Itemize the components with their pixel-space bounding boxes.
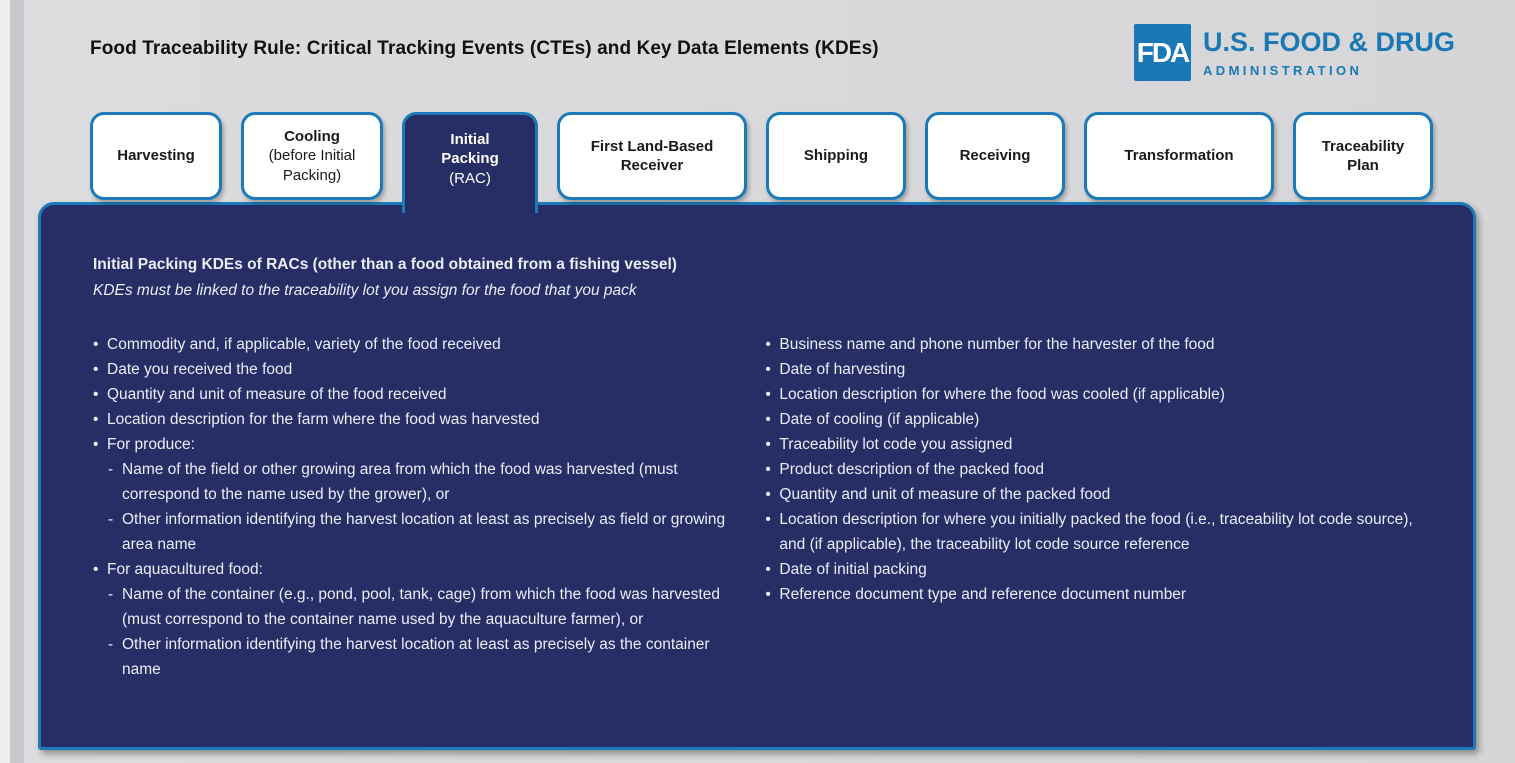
tab-label-line: Initial [450, 130, 490, 148]
kde-list-right [765, 332, 1435, 682]
kde-item-text: Commodity and, if applicable, variety of the food received [107, 336, 501, 353]
tab-label-line: (RAC) [449, 169, 491, 187]
bullet-icon: • [93, 436, 99, 453]
tab-cooling[interactable] [241, 112, 383, 200]
tab-label-line: Packing) [282, 166, 342, 184]
tab-label-line: Receiving [959, 147, 1031, 165]
tab-first-land-based-receiver[interactable] [557, 112, 747, 200]
bullet-icon: • [765, 486, 771, 503]
kde-item-text: Date of harvesting [779, 361, 906, 378]
dash-icon: - [108, 636, 114, 653]
tab-row [90, 112, 1433, 213]
tab-label-line: Receiver [620, 157, 684, 174]
kde-panel [38, 202, 1476, 750]
tab-transformation[interactable] [1084, 112, 1274, 200]
kde-subitem [108, 507, 733, 557]
fda-logo-icon: FDA [1134, 24, 1191, 81]
kde-item-text: Location description for the farm where the food was harvested [107, 411, 540, 428]
bullet-icon: • [765, 336, 771, 353]
panel-subheading: KDEs must be linked to the traceability lot you assign for the food that you pack [93, 282, 637, 299]
kde-item [93, 332, 733, 357]
kde-item-text: For aquacultured food: [107, 561, 263, 578]
kde-subitem [108, 457, 733, 507]
kde-subitem [108, 632, 733, 682]
kde-item-text: Date of initial packing [779, 561, 927, 578]
kde-item [765, 432, 1435, 457]
tab-label-line: Shipping [803, 147, 869, 165]
kde-subitem-text: Other information identifying the harvest location at least as precisely as the container name [122, 636, 710, 678]
kde-subitem-text: Name of the container (e.g., pond, pool, tank, cage) from which the food was harvested (must correspond to the container name used by the aquaculture farmer), or [122, 586, 720, 628]
tab-harvesting[interactable] [90, 112, 222, 200]
fda-logo-line2: ADMINISTRATION [1203, 63, 1363, 78]
tab-label-line: First Land-Based [590, 137, 714, 155]
bullet-icon: • [765, 586, 771, 603]
kde-item [765, 557, 1435, 582]
kde-item [765, 357, 1435, 382]
bullet-icon: • [765, 386, 771, 403]
kde-item [93, 407, 733, 432]
kde-subitem-text: Other information identifying the harvest location at least as precisely as field or growing area name [122, 511, 726, 553]
kde-item [765, 507, 1435, 557]
kde-list-left [93, 332, 733, 682]
kde-item [93, 557, 733, 582]
fda-logo-line1: U.S. FOOD & DRUG [1203, 27, 1456, 57]
kde-item [765, 482, 1435, 507]
kde-item [765, 407, 1435, 432]
kde-item-text: Date you received the food [107, 361, 293, 378]
kde-item-text: Business name and phone number for the harvester of the food [779, 336, 1215, 353]
kde-item-text: For produce: [107, 436, 195, 453]
kde-item [93, 382, 733, 407]
bullet-icon: • [93, 411, 99, 428]
bullet-icon: • [765, 411, 771, 428]
kde-item [765, 332, 1435, 357]
dash-icon: - [108, 586, 114, 603]
tab-label-line: Harvesting [117, 147, 195, 165]
kde-subitem [108, 582, 733, 632]
page-title: Food Traceability Rule: Critical Tracking Events (CTEs) and Key Data Elements (KDEs) [90, 38, 879, 59]
bullet-icon: • [93, 561, 99, 578]
panel-heading: Initial Packing KDEs of RACs (other than a food obtained from a fishing vessel) [93, 256, 677, 273]
bullet-icon: • [93, 336, 99, 353]
tab-label-line: Packing [441, 150, 499, 168]
kde-item-text: Date of cooling (if applicable) [779, 411, 980, 428]
bullet-icon: • [765, 361, 771, 378]
kde-item [93, 432, 733, 457]
tab-shipping[interactable] [766, 112, 906, 200]
kde-item [765, 457, 1435, 482]
bullet-icon: • [765, 461, 771, 478]
fda-logo [1134, 24, 1455, 81]
tab-receiving[interactable] [925, 112, 1065, 200]
bullet-icon: • [765, 561, 771, 578]
tab-label-line: Cooling [284, 127, 340, 145]
kde-item-text: Reference document type and reference document number [779, 586, 1187, 603]
kde-item-text: Location description for where the food was cooled (if applicable) [779, 386, 1225, 403]
bullet-icon: • [765, 511, 771, 528]
kde-item-text: Traceability lot code you assigned [779, 436, 1013, 453]
kde-item-text: Quantity and unit of measure of the food received [107, 386, 447, 403]
bullet-icon: • [93, 361, 99, 378]
bullet-icon: • [93, 386, 99, 403]
tab-label-line: Plan [1347, 157, 1379, 174]
kde-subitem-text: Name of the field or other growing area from which the food was harvested (must correspond to the name used by the grower), or [122, 461, 678, 503]
fda-logo-text [1203, 24, 1455, 78]
kde-columns [93, 332, 1435, 682]
dash-icon: - [108, 511, 114, 528]
kde-item [93, 357, 733, 382]
kde-item-text: Location description for where you initially packed the food (i.e., traceability lot code source), and (if applicable), the traceability lot code source reference [779, 511, 1413, 553]
tab-label-line: (before Initial [268, 147, 356, 165]
dash-icon: - [108, 461, 114, 478]
kde-item-text: Product description of the packed food [779, 461, 1044, 478]
tab-initial-packing[interactable] [402, 112, 538, 213]
kde-panel-content [41, 205, 1473, 682]
tab-label-line: Traceability [1321, 137, 1405, 155]
tab-label-line: Transformation [1124, 147, 1234, 165]
tab-traceability-plan[interactable] [1293, 112, 1433, 200]
kde-item [765, 582, 1435, 607]
bullet-icon: • [765, 436, 771, 453]
kde-item [765, 382, 1435, 407]
kde-item-text: Quantity and unit of measure of the packed food [779, 486, 1111, 503]
